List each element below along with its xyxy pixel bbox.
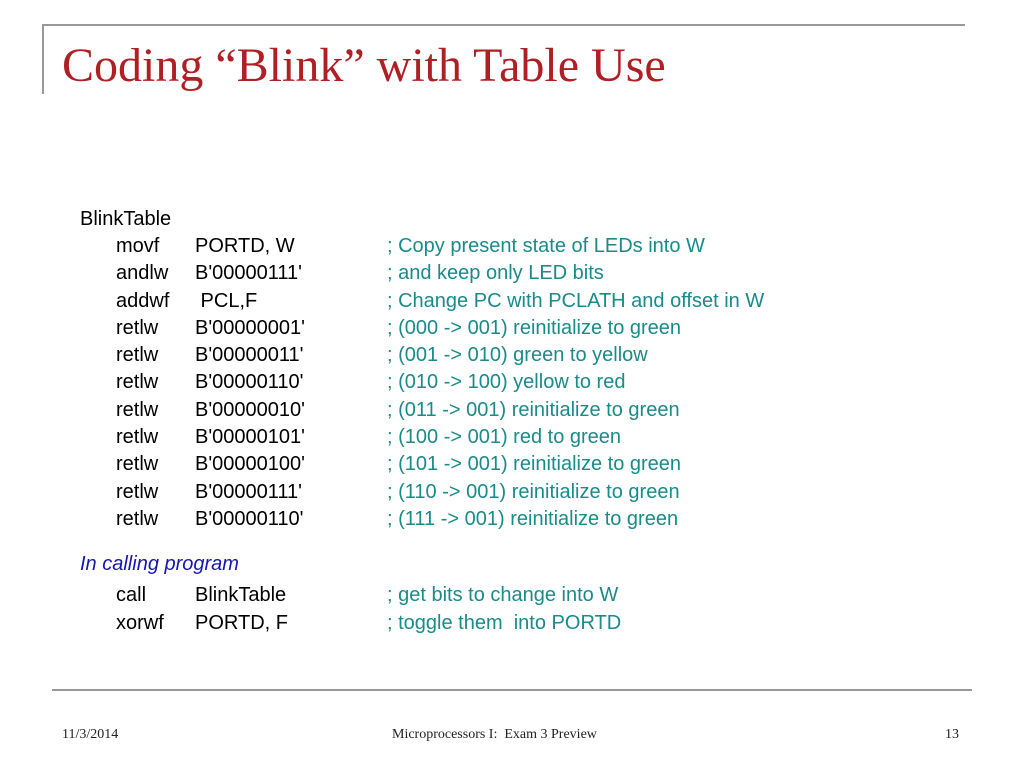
code-comment: ; and keep only LED bits [387,262,604,285]
code-opcode: retlw [116,453,159,476]
code-line [80,260,604,287]
code-comment: ; (110 -> 001) reinitialize to green [387,480,680,503]
code-opcode: retlw [116,480,159,503]
code-line [80,397,680,424]
code-operand: BlinkTable [195,584,287,607]
slide-frame-left-line [42,24,44,94]
slide-frame-top-line [42,24,965,26]
code-opcode: retlw [116,344,159,367]
code-opcode: call [116,584,147,607]
code-line [80,342,648,369]
calling-program-heading: In calling program [80,553,239,576]
code-line [80,610,622,637]
slide-title: Coding “Blink” with Table Use [62,39,666,92]
footer-divider [52,689,972,691]
code-operand: B'00000001' [195,316,305,339]
slide-number: 13 [945,727,959,742]
code-operand: B'00000011' [195,344,304,367]
code-opcode: addwf [116,289,170,312]
code-operand: B'00000010' [195,398,305,421]
code-operand: B'00000110' [195,507,304,530]
code-operand: PCL,F [195,289,258,312]
code-operand: PORTD, F [195,611,288,634]
code-opcode: xorwf [116,611,164,634]
code-operand: PORTD, W [195,235,295,257]
code-opcode: andlw [116,262,169,285]
code-opcode: movf [116,235,160,257]
code-line [80,288,765,315]
code-comment: ; (010 -> 100) yellow to red [387,371,626,394]
code-comment: ; (001 -> 010) green to yellow [387,344,648,367]
code-line [80,315,682,342]
code-operand: B'00000100' [195,453,305,476]
code-opcode: retlw [116,371,159,394]
code-line [80,582,619,609]
code-comment: ; Copy present state of LEDs into W [387,235,705,257]
code-comment: ; (101 -> 001) reinitialize to green [387,453,682,476]
footer-title: Microprocessors I: Exam 3 Preview [392,727,597,742]
code-line [80,369,626,396]
code-label: BlinkTable [80,208,172,230]
code-opcode: retlw [116,316,159,339]
code-comment: ; (000 -> 001) reinitialize to green [387,316,682,339]
code-operand: B'00000101' [195,426,305,449]
code-comment: ; toggle them into PORTD [387,611,622,634]
code-line [80,424,622,451]
code-opcode: retlw [116,398,159,421]
code-block [80,206,765,637]
footer-date: 11/3/2014 [62,727,119,742]
code-comment: ; (011 -> 001) reinitialize to green [387,398,680,421]
code-line [80,506,679,533]
code-operand: B'00000111' [195,262,302,285]
code-opcode: retlw [116,507,159,530]
code-comment: ; Change PC with PCLATH and offset in W [387,289,765,312]
code-line [80,479,680,506]
code-line [80,233,705,260]
code-opcode: retlw [116,426,159,449]
code-comment: ; get bits to change into W [387,584,619,607]
code-comment: ; (100 -> 001) red to green [387,426,622,449]
code-operand: B'00000111' [195,480,302,503]
code-operand: B'00000110' [195,371,304,394]
code-comment: ; (111 -> 001) reinitialize to green [387,507,679,530]
code-line [80,451,682,478]
